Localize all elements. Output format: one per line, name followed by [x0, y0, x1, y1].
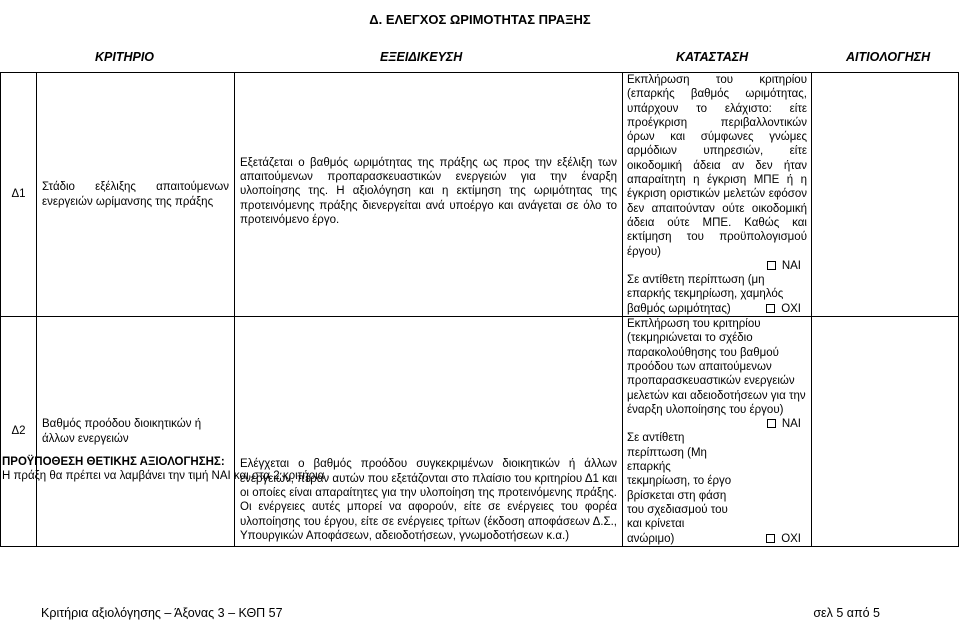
- option-yes[interactable]: [627, 259, 807, 273]
- section-title: Δ. ΕΛΕΓΧΟΣ ΩΡΙΜΟΤΗΤΑΣ ΠΡΑΞΗΣ: [369, 12, 591, 27]
- option-yes-label: ΝΑΙ: [781, 259, 801, 272]
- justification-cell[interactable]: [812, 317, 959, 547]
- status-no-text-3: βαθμός ωριμότητας): [627, 302, 731, 315]
- header-status: ΚΑΤΑΣΤΑΣΗ: [676, 50, 749, 64]
- footer-page-number: σελ 5 από 5: [813, 606, 880, 620]
- checkbox-icon[interactable]: [766, 304, 775, 313]
- criterion-status: [623, 317, 812, 547]
- header-justification: ΑΙΤΙΟΛΟΓΗΣΗ: [846, 50, 931, 64]
- status-no-text-2: επαρκής τεκμηρίωση, χαμηλός: [627, 288, 784, 301]
- option-yes[interactable]: [627, 417, 807, 431]
- header-specification: ΕΞΕΙΔΙΚΕΥΣΗ: [380, 50, 463, 64]
- justification-cell[interactable]: [812, 73, 959, 317]
- precondition-text: Η πράξη θα πρέπει να λαμβάνει την τιμή ΝΑΙ και στα 2 κριτήρια: [2, 470, 325, 482]
- criterion-code: Δ1: [1, 73, 37, 317]
- criterion-name: Βαθμός προόδου διοικητικών ή άλλων ενεργειών: [37, 317, 235, 547]
- status-yes-text: Εκπλήρωση του κριτηρίου (επαρκής βαθμός ωριμότητας, υπάρχουν το ελάχιστο: είτε προέγκριση περιβαλλοντικών όρων και σύμφωνες γνώμες αρμόδιων υπηρεσιών, είτε οικοδομική άδεια αν δεν ήταν απαραίτητη η έγκριση ΜΠΕ ή η έγκριση οριστικών μελετών εφόσον δεν απαιτούνταν ούτε οικοδομική άδεια ούτε ΜΠΕ. Καθώς και εκτίμηση του προϋπολογισμού έργου): [627, 74, 807, 258]
- option-yes-label: ΝΑΙ: [781, 418, 801, 431]
- checkbox-icon[interactable]: [766, 534, 775, 543]
- table-header: [0, 50, 960, 66]
- footer-document-title: Κριτήρια αξιολόγησης – Άξονας 3 – ΚΘΠ 57: [41, 606, 283, 620]
- criterion-specification: Ελέγχεται ο βαθμός προόδου συγκεκριμένων διοικητικών ή άλλων ενεργειών, πέραν αυτών που εξετάζονται στο πλαίσιο του κριτηρίου Δ1 και οι οποίες είναι απαραίτητες για την υλοποίηση της προτεινόμενης πράξης. Οι ενέργειες αυτές μπορεί να αφορούν, είτε σε ενέργειες του φορέα υλοποίησης του έργου, είτε σε ενέργειες τρίτων (έκδοση αποφάσεων Δ.Σ., Υπουργικών Αποφάσεων, αδειοδοτήσεων, γνωμοδοτήσεων κ.α.): [235, 317, 623, 547]
- precondition-title: ΠΡΟΫΠΟΘΕΣΗ ΘΕΤΙΚΗΣ ΑΞΙΟΛΟΓΗΣΗΣ:: [2, 456, 225, 468]
- checkbox-icon[interactable]: [767, 419, 776, 428]
- precondition: [2, 455, 324, 483]
- option-no-label: ΟΧΙ: [781, 532, 801, 545]
- table-row: [1, 317, 959, 547]
- checkbox-icon[interactable]: [767, 261, 776, 270]
- criterion-code: Δ2: [1, 317, 37, 547]
- status-no-text-1: Σε αντίθετη περίπτωση (μη: [627, 274, 765, 287]
- criterion-specification: Εξετάζεται ο βαθμός ωριμότητας της πράξης ως προς την εξέλιξη των απαιτούμενων προπαρασκευαστικών ενεργειών για την έναρξη υλοποίησης της. Η αξιολόγηση και η εκτίμηση της ωριμότητας της προτεινόμενης πράξης διενεργείται ανά υποέργο και ανάγεται σε όλο το προτεινόμενο έργο.: [235, 73, 623, 317]
- option-no[interactable]: [766, 302, 807, 316]
- header-criterion: ΚΡΙΤΗΡΙΟ: [95, 50, 155, 64]
- table-row: [1, 73, 959, 317]
- option-no-label: ΟΧΙ: [781, 302, 801, 315]
- criterion-status: [623, 73, 812, 317]
- status-no-text: Σε αντίθετη περίπτωση (Μη επαρκής τεκμηρίωση, το έργο βρίσκεται στη φάση του σχεδιασμού του και κρίνεται ανώριμο): [627, 432, 732, 545]
- status-yes-text: Εκπλήρωση του κριτηρίου (τεκμηριώνεται το σχέδιο παρακολούθησης του βαθμού προόδου των απαιτούμενων προπαρασκευαστικών ενεργειών μελετών και αδειοδοτήσεων για την έναρξη υλοποίησης του έργου): [627, 318, 806, 416]
- criterion-name: Στάδιο εξέλιξης απαιτούμενων ενεργειών ωρίμανσης της πράξης: [37, 73, 235, 317]
